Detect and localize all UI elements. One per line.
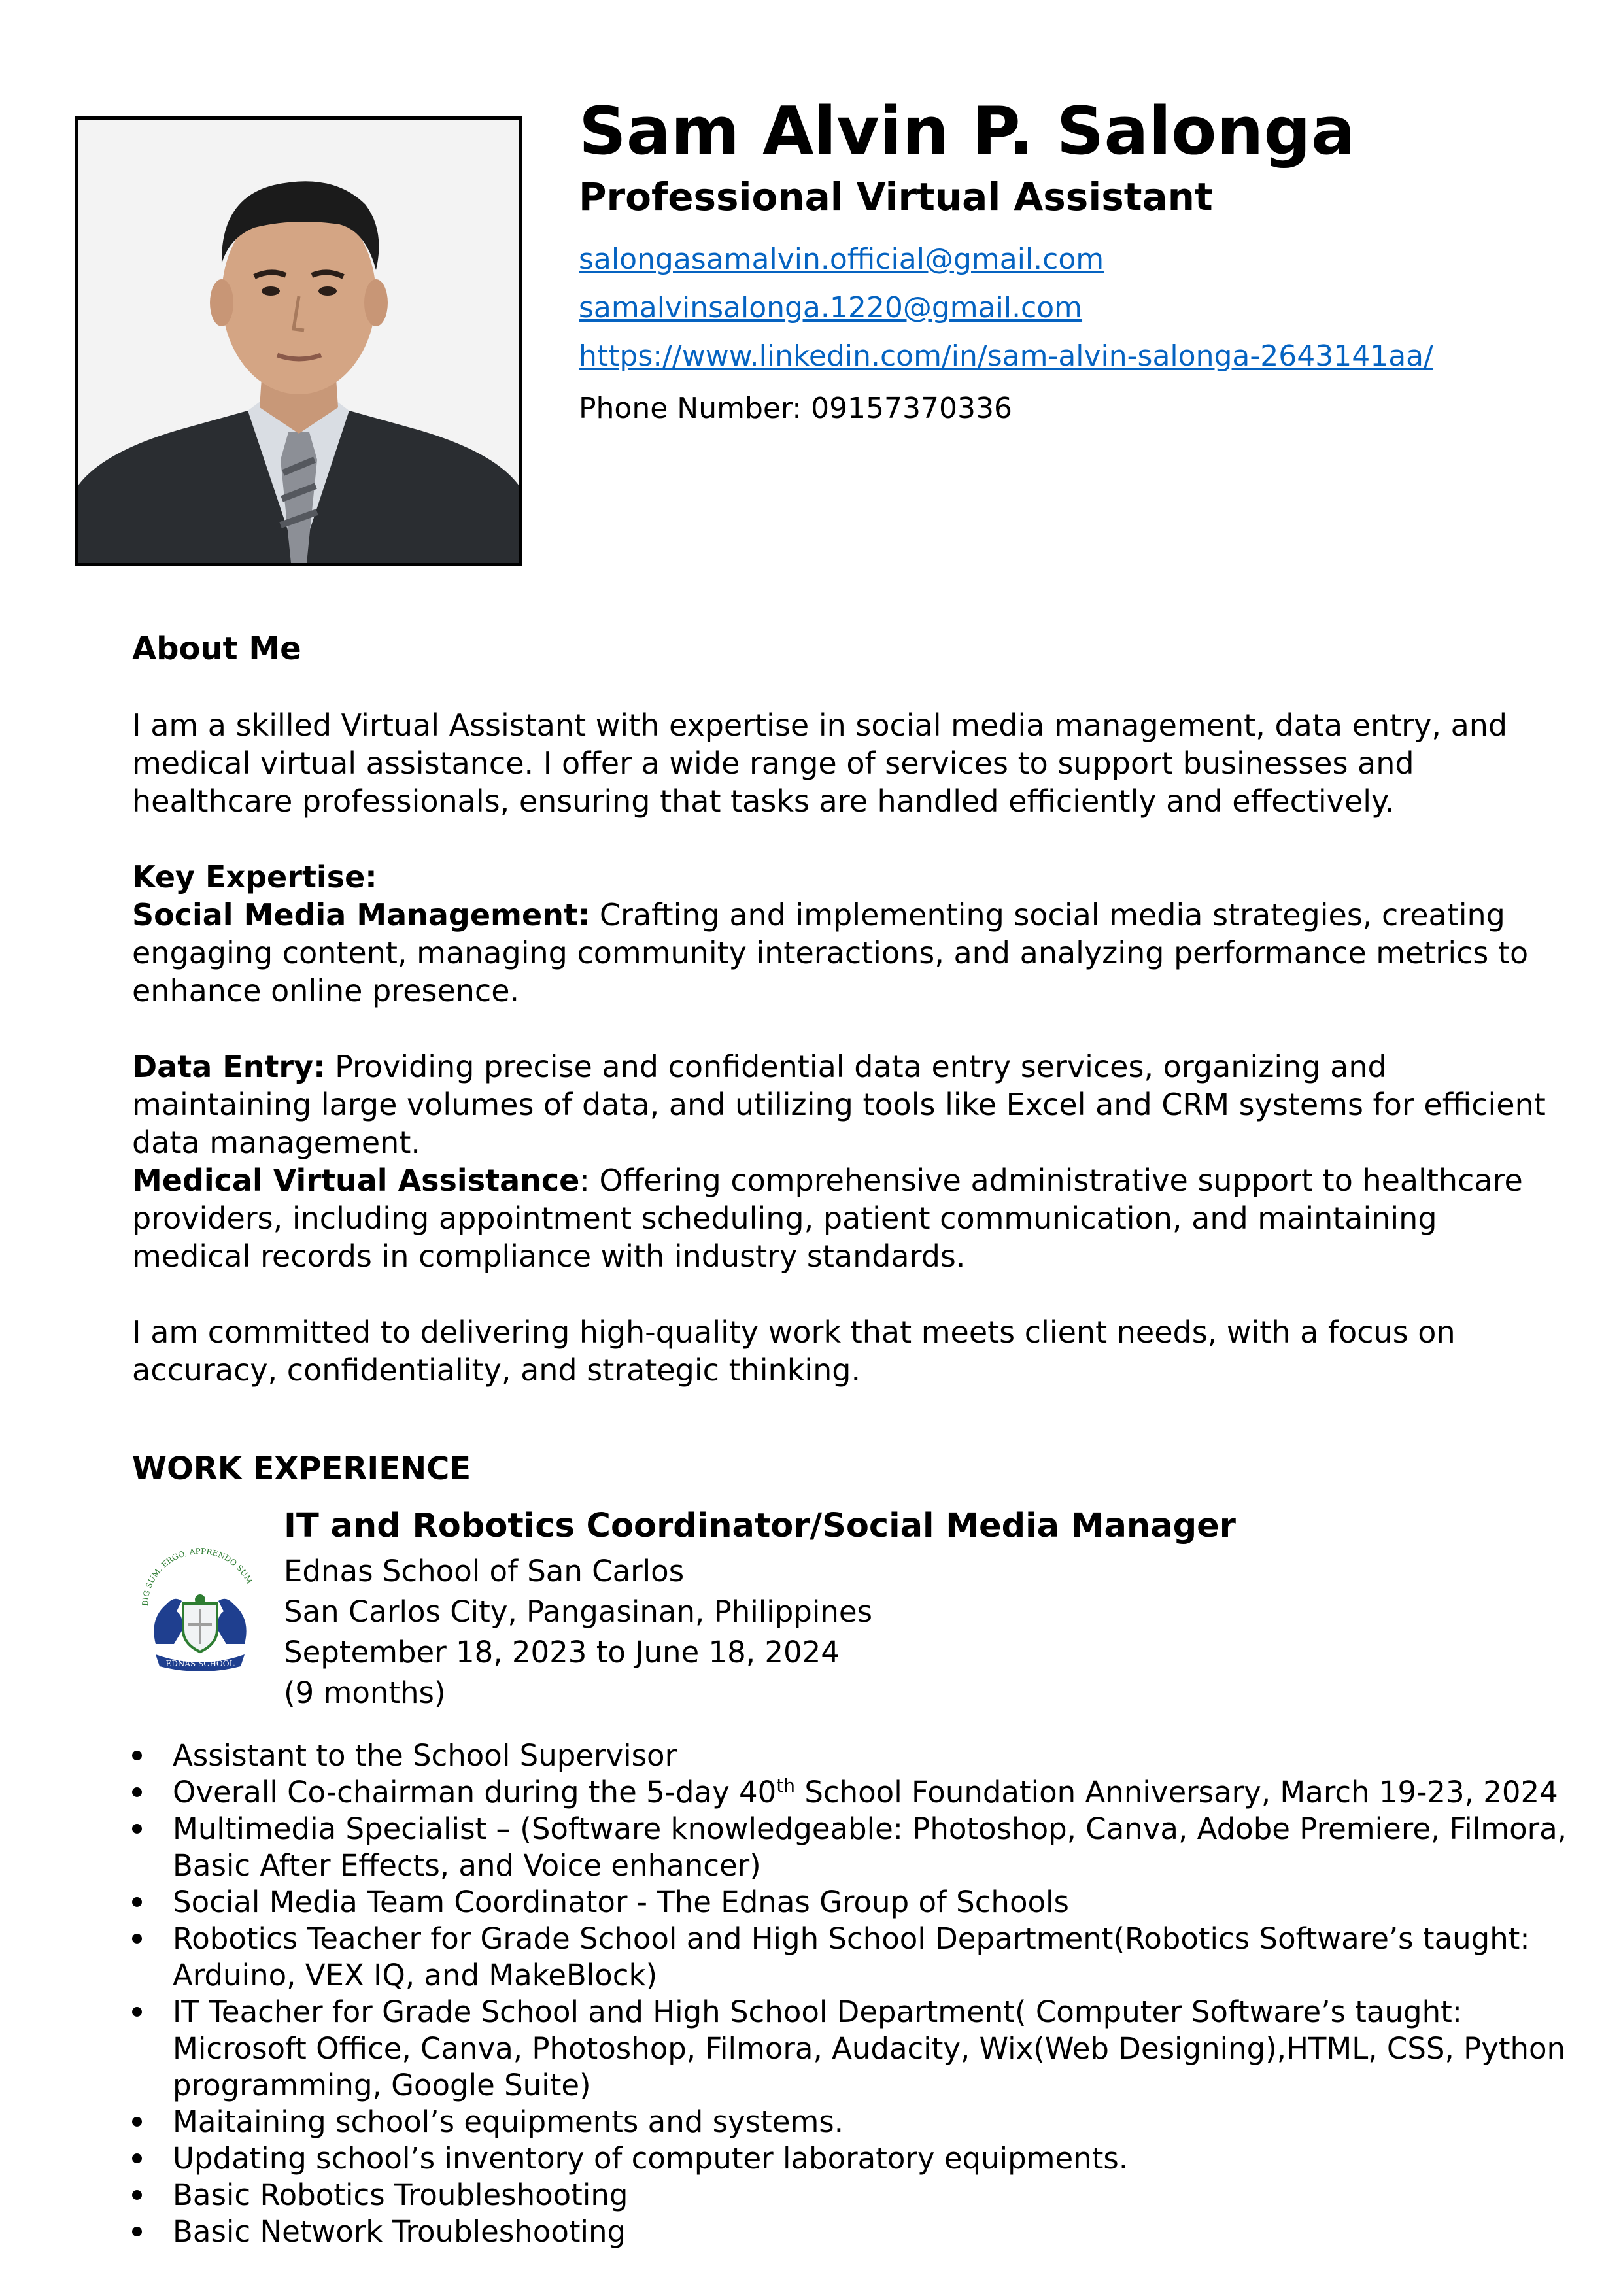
job-company: Ednas School of San Carlos — [284, 1554, 685, 1588]
medical-va-text: : Offering comprehensive administrative support to healthcare providers, including appointment scheduling, patient communication, and maintaining medical records in compliance with industry standards. — [132, 1163, 1523, 1274]
about-heading: About Me — [132, 630, 301, 667]
data-entry-text: Providing precise and confidential data entry services, organizing and maintaining large volumes of data, and utilizing tools like Excel and CRM systems for efficient data management. — [132, 1049, 1546, 1160]
about-closing — [132, 1313, 1558, 1389]
list-item: Robotics Teacher for Grade School and High School Department(Robotics Software’s taught: Arduino, VEX IQ, and MakeBlock) — [132, 1921, 1571, 1994]
about-intro — [132, 706, 1558, 820]
job-details — [284, 1551, 872, 1713]
profile-photo — [75, 116, 522, 566]
school-logo — [136, 1546, 264, 1677]
linkedin-link[interactable]: https://www.linkedin.com/in/sam-alvin-salonga-2643141aa/ — [579, 339, 1433, 373]
job-duties-list — [132, 1738, 1571, 2250]
job-location: San Carlos City, Pangasinan, Philippines — [284, 1594, 873, 1629]
key-expertise-heading: Key Expertise: — [132, 859, 377, 895]
medical-va-block — [132, 1161, 1558, 1275]
job-title: IT and Robotics Coordinator/Social Media Manager — [284, 1507, 1236, 1545]
list-item: Basic Robotics Troubleshooting — [132, 2177, 1571, 2214]
smm-text: Crafting and implementing social media strategies, creating engaging content, managing community interactions, and analyzing performance metrics to enhance online presence. — [132, 897, 1529, 1008]
phone-number: Phone Number: 09157370336 — [579, 392, 1013, 425]
profile-photo-illustration — [78, 120, 519, 563]
list-item: Assistant to the School Supervisor — [132, 1738, 1571, 1774]
list-item: IT Teacher for Grade School and High School Department( Computer Software’s taught: Microsoft Office, Canva, Photoshop, Filmora, Audacity, Wix(Web Designing),HTML, CSS, Python programming, Google Suite) — [132, 1994, 1571, 2104]
school-crest-icon — [136, 1546, 264, 1677]
job-duration: (9 months) — [284, 1675, 446, 1710]
job-dates: September 18, 2023 to June 18, 2024 — [284, 1635, 840, 1670]
list-item: Multimedia Specialist – (Software knowledgeable: Photoshop, Canva, Adobe Premiere, Filmora, Basic After Effects, and Voice enhancer) — [132, 1811, 1571, 1884]
list-item: Overall Co-chairman during the 5-day 40th School Foundation Anniversary, March 19-23, 2024 — [132, 1774, 1571, 1811]
key-expertise-block — [132, 858, 1558, 1010]
smm-label: Social Media Management: — [132, 897, 590, 933]
list-item: Maitaining school’s equipments and systems. — [132, 2104, 1571, 2140]
email-link-personal[interactable]: samalvinsalonga.1220@gmail.com — [579, 291, 1083, 324]
list-item: Social Media Team Coordinator - The Ednas Group of Schools — [132, 1884, 1571, 1921]
candidate-title: Professional Virtual Assistant — [579, 175, 1213, 219]
about-closing-text: I am committed to delivering high-quality work that meets client needs, with a focus on accuracy, confidentiality, and strategic thinking. — [132, 1314, 1456, 1388]
logo-ribbon-text: EDNAS SCHOOL — [165, 1659, 235, 1668]
list-item: Basic Network Troubleshooting — [132, 2214, 1571, 2250]
candidate-name: Sam Alvin P. Salonga — [579, 92, 1356, 169]
medical-va-label: Medical Virtual Assistance — [132, 1163, 580, 1198]
work-experience-heading: WORK EXPERIENCE — [132, 1450, 471, 1487]
data-entry-block — [132, 1048, 1558, 1161]
logo-motto: BIG SUM, ERGO, APPRENDO SUM — [140, 1546, 254, 1607]
list-item: Updating school’s inventory of computer laboratory equipments. — [132, 2140, 1571, 2177]
email-link-official[interactable]: salongasamalvin.official@gmail.com — [579, 243, 1104, 276]
data-entry-label: Data Entry: — [132, 1049, 326, 1084]
about-intro-text: I am a skilled Virtual Assistant with expertise in social media management, data entry, and medical virtual assistance. I offer a wide range of services to support businesses and healthcare professionals, ensuring that tasks are handled efficiently and effectively. — [132, 708, 1508, 819]
